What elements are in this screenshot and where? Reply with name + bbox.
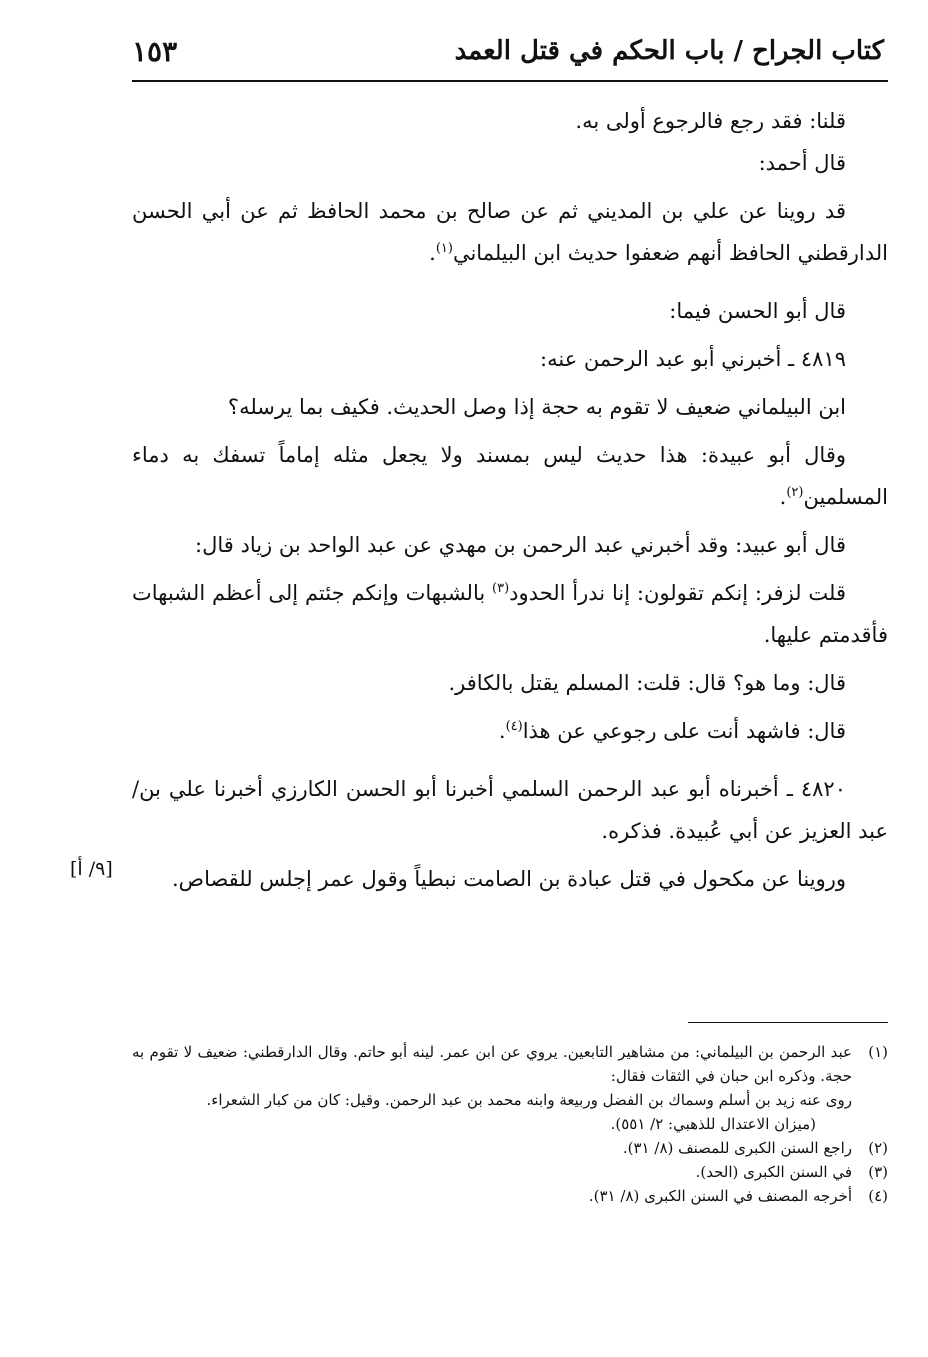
paragraph: قال أبو عبيد: وقد أخبرني عبد الرحمن بن مهدي عن عبد الواحد بن زياد قال:	[195, 533, 846, 557]
paragraph: قال أبو الحسن فيما:	[669, 299, 846, 323]
paragraph: قال: وما هو؟ قال: قلت: المسلم يقتل بالكافر.	[448, 671, 846, 695]
footnote-line: راجع السنن الكبرى للمصنف (٨/ ٣١).	[622, 1139, 852, 1157]
paragraph: وروينا عن مكحول في قتل عبادة بن الصامت نبطياً وقول عمر إجلس للقصاص.	[172, 867, 846, 891]
paragraph: قلنا: فقد رجع فالرجوع أولى به.	[575, 109, 846, 133]
main-text	[132, 100, 888, 906]
footnote-ref: (٣)	[492, 581, 510, 596]
paragraph: قال أحمد:	[758, 151, 846, 175]
footnote-line: أخرجه المصنف في السنن الكبرى (٨/ ٣١).	[588, 1187, 852, 1205]
footnote-number: (١)	[868, 1043, 888, 1061]
manuscript-folio-marker: [٩/ أ]	[70, 858, 113, 880]
footnote-number: (٤)	[868, 1187, 888, 1205]
footnote-number: (٢)	[868, 1139, 888, 1157]
footnote-number: (٣)	[868, 1163, 888, 1181]
footnote-ref: (٢)	[786, 485, 804, 500]
running-header	[132, 28, 884, 74]
hadith-4819: ٤٨١٩ ـ أخبرني أبو عبد الرحمن عنه:	[540, 347, 846, 371]
footnote-ref: (٤)	[505, 719, 523, 734]
footnote-separator	[688, 1022, 888, 1023]
footnote-1	[132, 1040, 888, 1136]
footnote-line: في السنن الكبرى (الحد).	[695, 1163, 852, 1181]
footnote-4	[132, 1184, 888, 1208]
footnote-3	[132, 1160, 888, 1184]
footnote-line: روى عنه زيد بن أسلم وسماك بن الفضل وربيعة وابنه محمد بن عبد الرحمن. وقيل: كان من كبار الشعراء.	[206, 1091, 852, 1109]
paragraph: ابن البيلماني ضعيف لا تقوم به حجة إذا وصل الحديث. فكيف بما يرسله؟	[227, 395, 846, 419]
paragraph: قال: فاشهد أنت على رجوعي عن هذا$^{(٤)}$.	[498, 719, 846, 743]
running-title: كتاب الجراح / باب الحكم في قتل العمد	[454, 36, 884, 66]
footnote-line: عبد الرحمن بن البيلماني: من مشاهير التابعين. يروي عن ابن عمر. لينه أبو حاتم. وقال الدارقطني: ضعيف لا تقوم به حجة. وذكره ابن حبان في الثقات فقال:	[132, 1043, 852, 1085]
paragraph: قلت لزفر: إنكم تقولون: إنا ندرأ الحدود$^{(٣)}$ بالشبهات وإنكم جئتم إلى أعظم الشبهات فأقدمتم عليها.	[132, 581, 888, 647]
footnotes	[132, 1040, 888, 1208]
footnote-ref: (١)	[435, 241, 453, 256]
paragraph: وقال أبو عبيدة: هذا حديث ليس بمسند ولا يجعل مثله إماماً تسفك به دماء المسلمين$^{(٢)}$.	[132, 443, 888, 509]
hadith-4820: ٤٨٢٠ ـ أخبرناه أبو عبد الرحمن السلمي أخبرنا أبو الحسن الكارزي أخبرنا علي بن/ عبد العزيز عن أبي عُبيدة. فذكره.	[132, 777, 888, 843]
page-number: ١٥٣	[132, 34, 178, 68]
paragraph: قد روينا عن علي بن المديني ثم عن صالح بن محمد الحافظ ثم عن أبي الحسن الدارقطني الحافظ أنهم ضعفوا حديث ابن البيلماني$^{(١)}$.	[132, 199, 888, 265]
footnote-2	[132, 1136, 888, 1160]
footnote-line: (ميزان الاعتدال للذهبي: ٢/ ٥٥١).	[610, 1115, 816, 1133]
header-rule	[132, 80, 888, 82]
